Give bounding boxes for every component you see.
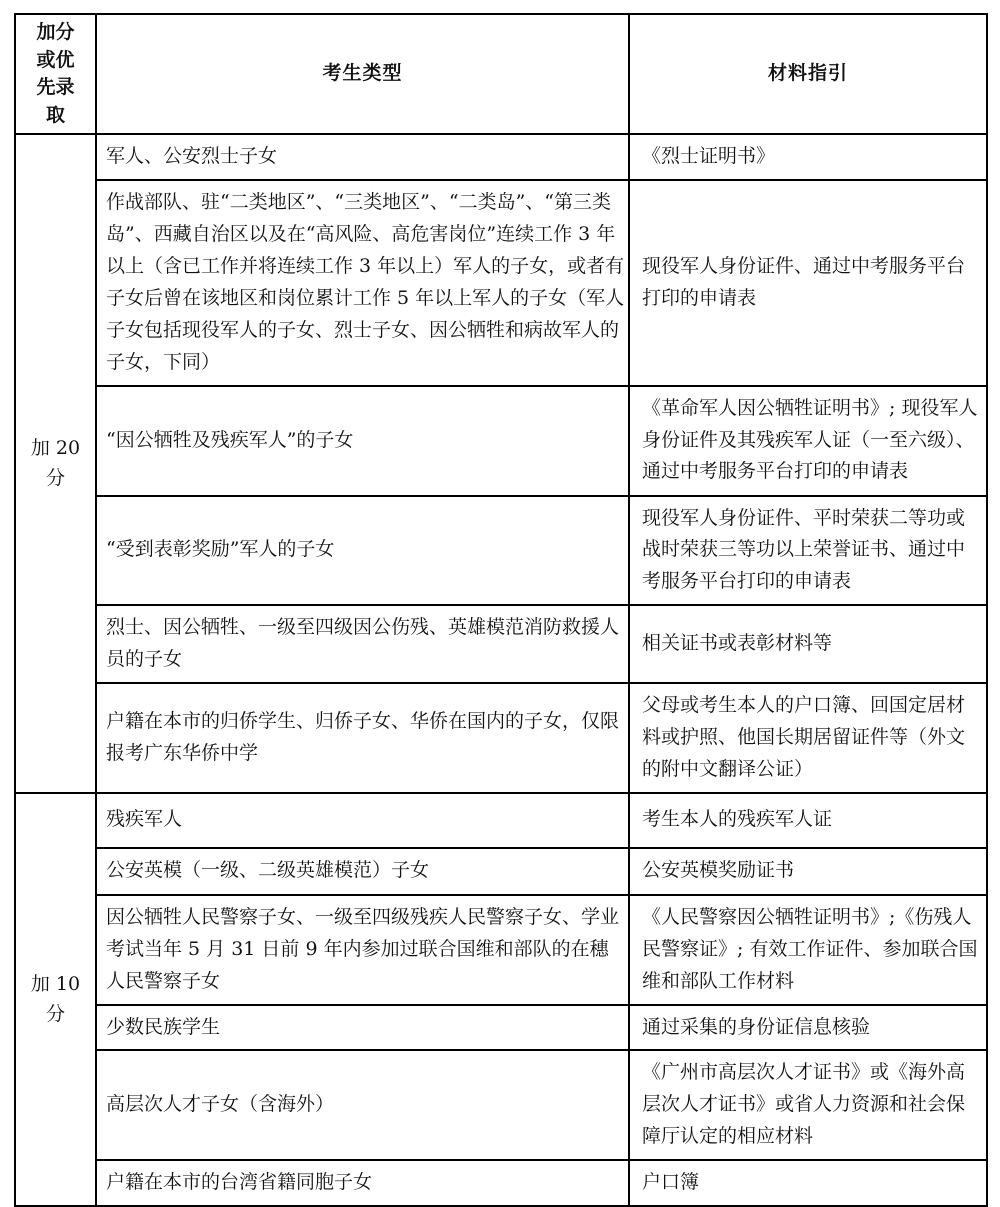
header-cell-material-guide: 材料指引 <box>629 14 987 134</box>
table-row <box>15 683 987 793</box>
header-cell-bonus-or-priority: 加分或优先录取 <box>15 14 96 134</box>
table-row <box>15 895 987 1005</box>
material-cell: 相关证书或表彰材料等 <box>629 605 987 683</box>
bonus-points-table <box>14 13 988 1207</box>
section-label-plus-10: 加 10 分 <box>15 793 96 1206</box>
table-row <box>15 496 987 606</box>
candidate-type-cell: “因公牺牲及残疾军人”的子女 <box>96 386 629 496</box>
candidate-type-cell: 因公牺牲人民警察子女、一级至四级残疾人民警察子女、学业考试当年 5 月 31 日前 9 年内参加过联合国维和部队的在穗人民警察子女 <box>96 895 629 1005</box>
candidate-type-cell: 户籍在本市的归侨学生、归侨子女、华侨在国内的子女，仅限报考广东华侨中学 <box>96 683 629 793</box>
material-cell: 《广州市高层次人才证书》或《海外高层次人才证书》或省人力资源和社会保障厅认定的相应材料 <box>629 1050 987 1160</box>
material-cell: 《革命军人因公牺牲证明书》; 现役军人身份证件及其残疾军人证（一至六级）、通过中考服务平台打印的申请表 <box>629 386 987 496</box>
material-cell: 户口簿 <box>629 1160 987 1206</box>
table-row <box>15 793 987 848</box>
material-cell: 通过采集的身份证信息核验 <box>629 1005 987 1051</box>
candidate-type-cell: “受到表彰奖励”军人的子女 <box>96 496 629 606</box>
candidate-type-cell: 高层次人才子女（含海外） <box>96 1050 629 1160</box>
table-row <box>15 605 987 683</box>
table-row <box>15 1005 987 1051</box>
table-row <box>15 134 987 180</box>
candidate-type-cell: 少数民族学生 <box>96 1005 629 1051</box>
material-cell: 《烈士证明书》 <box>629 134 987 180</box>
material-cell: 考生本人的残疾军人证 <box>629 793 987 848</box>
material-cell: 《人民警察因公牺牲证明书》;《伤残人民警察证》; 有效工作证件、参加联合国维和部队工作材料 <box>629 895 987 1005</box>
table-row <box>15 180 987 385</box>
table-row <box>15 386 987 496</box>
table-row <box>15 848 987 895</box>
candidate-type-cell: 烈士、因公牺牲、一级至四级因公伤残、英雄模范消防救援人员的子女 <box>96 605 629 683</box>
table-row <box>15 1050 987 1160</box>
candidate-type-cell: 户籍在本市的台湾省籍同胞子女 <box>96 1160 629 1206</box>
candidate-type-cell: 公安英模（一级、二级英雄模范）子女 <box>96 848 629 895</box>
candidate-type-cell: 残疾军人 <box>96 793 629 848</box>
header-cell-candidate-type: 考生类型 <box>96 14 629 134</box>
candidate-type-cell: 军人、公安烈士子女 <box>96 134 629 180</box>
material-cell: 公安英模奖励证书 <box>629 848 987 895</box>
table-row <box>15 1160 987 1206</box>
candidate-type-cell: 作战部队、驻“二类地区”、“三类地区”、“二类岛”、“第三类岛”、西藏自治区以及在“高风险、高危害岗位”连续工作 3 年以上（含已工作并将连续工作 3 年以上）军人的子女，或者有子女后曾在该地区和岗位累计工作 5 年以上军人的子女（军人子女包括现役军人的子女、烈士子女、因公牺牲和病故军人的子女，下同） <box>96 180 629 385</box>
header-row <box>15 14 987 134</box>
material-cell: 现役军人身份证件、平时荣获二等功或战时荣获三等功以上荣誉证书、通过中考服务平台打印的申请表 <box>629 496 987 606</box>
material-cell: 现役军人身份证件、通过中考服务平台打印的申请表 <box>629 180 987 385</box>
section-label-plus-20: 加 20 分 <box>15 134 96 793</box>
material-cell: 父母或考生本人的户口簿、回国定居材料或护照、他国长期居留证件等（外文的附中文翻译公证） <box>629 683 987 793</box>
